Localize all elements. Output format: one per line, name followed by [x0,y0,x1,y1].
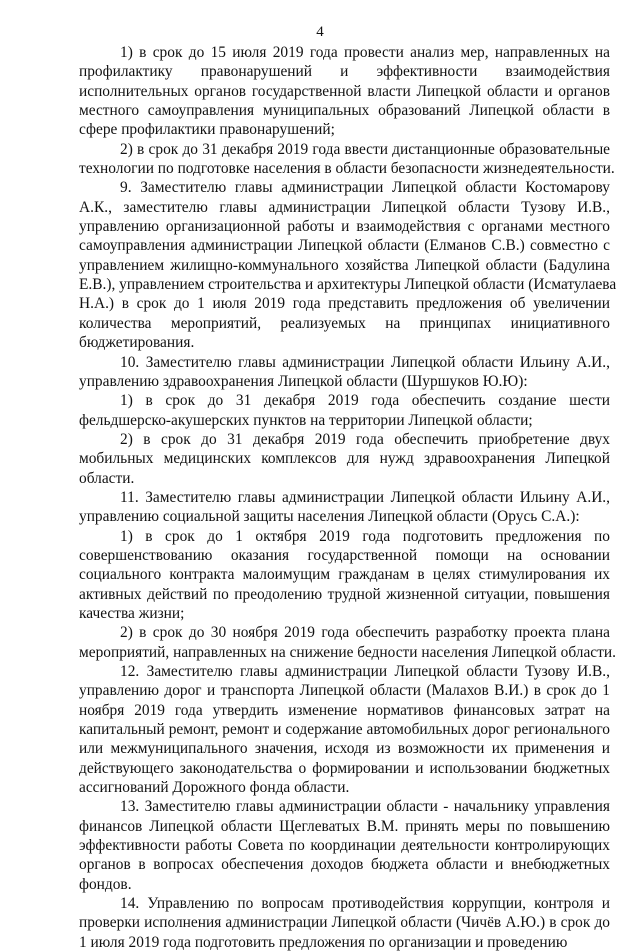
text-line: 2) в срок до 31 декабря 2019 года обеспечить приобретение двух [120,430,610,448]
text-line: капитальный ремонт, ремонт и содержание автомобильных дорог регионального [79,721,610,739]
text-line: фондов. [79,875,132,893]
paragraph [79,353,610,392]
text-line: мероприятий, направленных на снижение бедности населения Липецкой области. [79,643,616,661]
paragraph [79,430,610,488]
text-line: активных действий по преодолению трудной жизненной ситуации, повышения [79,585,610,603]
paragraph [79,623,616,662]
text-line: 12. Заместителю главы администрации Липецкой области Тузову И.В., [120,663,610,680]
text-line: или межмуниципального значения, исходя из возможности их применения и [79,740,610,758]
text-line: ноября 2019 года утвердить изменение нормативов финансовых затрат на [79,701,610,719]
text-line: социального контракта малоимущим гражданам в целях стимулирования их [79,566,610,584]
paragraph [79,391,610,430]
text-line: технологии по подготовке населения в области безопасности жизнедеятельности. [79,160,615,178]
text-line: 2) в срок до 30 ноября 2019 года обеспечить разработку проекта плана [120,624,610,642]
text-line: профилактику правонарушений и эффективности взаимодействия [79,63,610,81]
paragraph [79,527,610,624]
text-line: местного самоуправления муниципальных образований Липецкой области в [79,102,610,120]
document-body [79,43,617,952]
paragraph [79,894,610,952]
text-line: управлению организационной работы и взаимодействия с органами местного [79,218,610,236]
paragraph [79,488,610,527]
paragraph [79,43,610,140]
text-line: количества мероприятий, реализуемых на принципах инициативного [79,314,610,332]
text-line: самоуправления администрации Липецкой области (Елманов С.В.) совместно с [79,237,610,255]
paragraph [79,178,617,352]
text-line: 2) в срок до 31 декабря 2019 года ввести дистанционные образовательные [120,140,610,158]
text-line: 1) в срок до 31 декабря 2019 года обеспечить создание шести [120,392,610,410]
text-line: 1 июля 2019 года подготовить предложения по организации и проведению [79,933,568,951]
text-line: 10. Заместителю главы администрации Липецкой области Ильину А.И., [120,353,610,371]
text-line: проверки исполнения администрации Липецкой области (Чичёв А.Ю.) в срок до [79,914,610,932]
text-line: А.К., заместителю главы администрации Липецкой области Тузову И.В., [79,198,610,216]
text-line: управлению дорог и транспорта Липецкой области (Малахов В.И.) в срок до 1 [79,682,610,700]
text-line: области. [79,469,135,487]
page-number: 4 [316,24,324,40]
text-line: управлением жилищно-коммунального хозяйства Липецкой области (Бадулина [79,256,610,274]
paragraph [79,797,610,894]
text-line: 14. Управлению по вопросам противодействия коррупции, контроля и [120,895,610,913]
text-line: эффективности работы Совета по координации деятельности контролирующих [79,837,610,855]
text-line: ассигнований Дорожного фонда области. [79,779,350,797]
text-line: управлению здравоохранения Липецкой области (Шуршуков Ю.Ю): [79,372,528,390]
text-line: Е.В.), управлением строительства и архитектуры Липецкой области (Исматулаева [79,276,617,294]
text-line: 1) в срок до 1 октября 2019 года подготовить предложения по [120,527,610,545]
text-line: сфере профилактики правонарушений; [79,121,335,139]
text-line: совершенствованию оказания государственной помощи на основании [79,546,610,564]
text-line: 9. Заместителю главы администрации Липецкой области Костомарову [120,179,610,197]
text-line: качества жизни; [79,604,185,622]
text-line: управлению социальной защиты населения Липецкой области (Орусь С.А.): [79,508,580,526]
paragraph [79,140,615,179]
text-line: финансов Липецкой области Щеглеватых В.М. принять меры по повышению [79,817,610,835]
text-line: 11. Заместителю главы администрации Липецкой области Ильину А.И., [120,488,610,506]
text-line: 13. Заместителю главы администрации области - начальнику управления [120,798,610,816]
text-line: 1) в срок до 15 июля 2019 года провести анализ мер, направленных на [120,44,610,61]
text-line: фельдшерско-акушерских пунктов на территории Липецкой области; [79,411,533,429]
text-line: исполнительных органов государственной власти Липецкой области и органов [79,82,610,100]
text-line: бюджетирования. [79,334,195,352]
text-line: Н.А.) в срок до 1 июля 2019 года представить предложения об увеличении [79,295,610,313]
paragraph [79,662,610,797]
text-line: органов в вопросах обеспечения доходов бюджета области и внебюджетных [79,856,610,874]
text-line: мобильных медицинских комплексов для нужд здравоохранения Липецкой [79,450,610,468]
text-line: действующего законодательства о формировании и использовании бюджетных [79,759,610,777]
